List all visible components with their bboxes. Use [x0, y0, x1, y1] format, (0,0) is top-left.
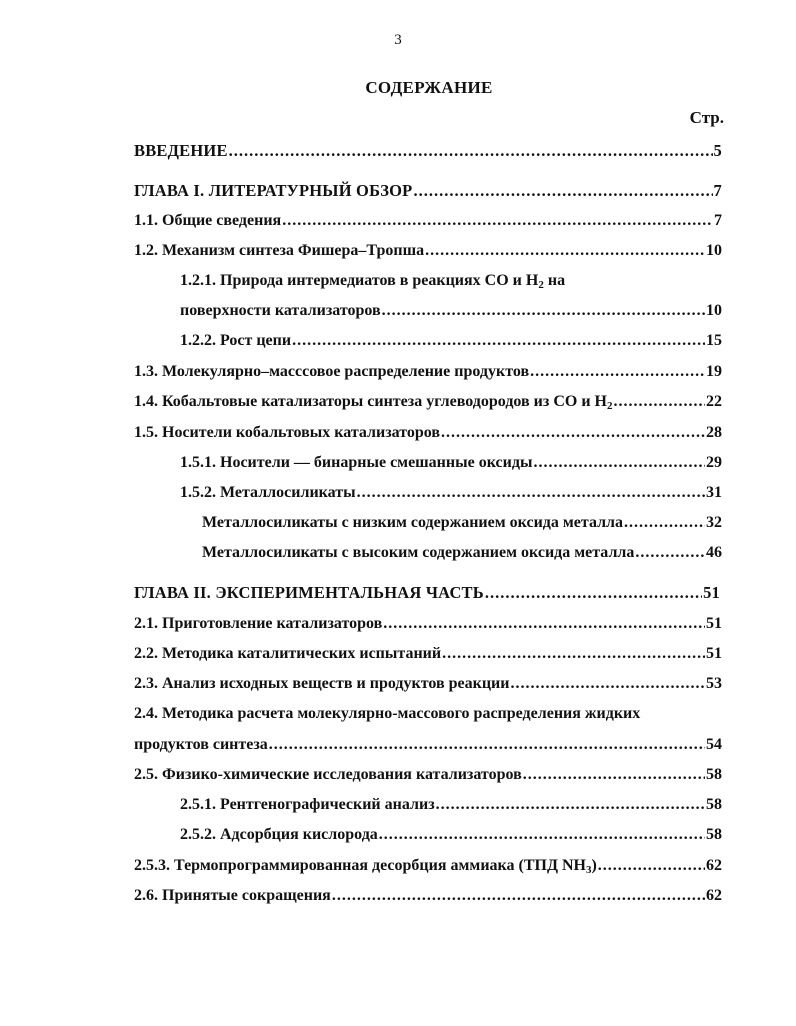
toc-entry-title: 1.2.2. Рост цепи [180, 332, 292, 349]
toc-entry-title-part: ) [591, 857, 597, 874]
toc-entry-page: 54 [706, 736, 722, 753]
toc-entry-page: 32 [706, 514, 722, 531]
toc-entry-title: 2.3. Анализ исходных веществ и продуктов реакции [134, 675, 510, 692]
toc-entry-title-part: на [543, 272, 566, 289]
toc-entry-1-2-1-line1[interactable] [180, 270, 565, 292]
toc-entry-title-part: 2.5.3. Термопрограммированная десорбция аммиака (ТПД NH [134, 857, 586, 874]
toc-entry-page: 51 [706, 615, 722, 632]
dot-leader [413, 180, 712, 202]
dot-leader [441, 422, 705, 444]
subscript: 2 [538, 279, 544, 291]
toc-entry-1-2-2[interactable] [180, 330, 722, 352]
toc-entry-1-1[interactable] [134, 210, 722, 232]
toc-title: СОДЕРЖАНИЕ [365, 78, 493, 97]
toc-entry-1-4[interactable] [134, 391, 722, 413]
toc-entry-page: 15 [706, 332, 722, 349]
toc-entry-2-4-line2[interactable] [134, 734, 722, 756]
toc-entry-page: 29 [706, 454, 722, 471]
dot-leader [523, 764, 705, 786]
page-column-label: Стр. [689, 108, 724, 127]
dot-leader [332, 885, 705, 907]
toc-entry-page: 10 [706, 242, 722, 259]
dot-leader [382, 300, 705, 322]
dot-leader [613, 391, 705, 413]
dot-leader [357, 482, 705, 504]
toc-entry-page: 28 [706, 424, 722, 441]
toc-entry-2-4-line1[interactable]: 2.4. Методика расчета молекулярно-массового распределения жидких [134, 705, 641, 722]
toc-entry-page: 31 [706, 484, 722, 501]
toc-entry-page: 58 [706, 766, 722, 783]
toc-entry-1-2[interactable] [134, 240, 722, 262]
toc-entry-page: 22 [706, 393, 722, 410]
toc-entry-chapter-2[interactable] [134, 582, 720, 604]
toc-entry-2-2[interactable] [134, 643, 722, 665]
toc-entry-1-5-1[interactable] [180, 452, 722, 474]
toc-entry-page: 7 [714, 212, 722, 229]
toc-entry-1-5[interactable] [134, 422, 722, 444]
toc-entry-page: 58 [706, 826, 722, 843]
page-number: 3 [394, 32, 402, 48]
toc-entry-title: 1.5.1. Носители — бинарные смешанные оксиды [180, 454, 533, 471]
toc-entry-page: 53 [706, 675, 722, 692]
dot-leader [379, 824, 705, 846]
toc-entry-2-5-2[interactable] [180, 824, 722, 846]
toc-entry-title: ВВЕДЕНИЕ [134, 141, 228, 160]
toc-entry-title: 2.6. Принятые сокращения [134, 887, 331, 904]
dot-leader [442, 643, 705, 665]
dot-leader [282, 210, 713, 232]
toc-entry-page: 62 [706, 857, 722, 874]
toc-entry-title [134, 391, 612, 413]
toc-entry-page: 19 [706, 363, 722, 380]
toc-entry-low-metal-oxide[interactable] [202, 512, 722, 534]
toc-entry-title-part: 1.4. Кобальтовые катализаторы синтеза углеводородов из CO и H [134, 393, 607, 410]
toc-entry-1-2-1-line2[interactable] [180, 300, 722, 322]
dot-leader [533, 452, 705, 474]
dot-leader [530, 361, 705, 383]
toc-entry-page: 7 [713, 181, 722, 200]
toc-entry-1-5-2[interactable] [180, 482, 722, 504]
dot-leader [624, 512, 705, 534]
toc-entry-page: 5 [713, 141, 722, 160]
dot-leader [485, 582, 702, 604]
toc-entry-title: поверхности катализаторов [180, 302, 381, 319]
toc-entry-2-5[interactable] [134, 764, 722, 786]
dot-leader [292, 330, 705, 352]
toc-entry-introduction[interactable] [134, 140, 722, 162]
dot-leader [269, 734, 705, 756]
toc-entry-title: 2.5.2. Адсорбция кислорода [180, 826, 378, 843]
toc-entry-2-5-3[interactable] [134, 855, 722, 877]
dot-leader [635, 542, 705, 564]
toc-entry-page: 46 [706, 544, 722, 561]
dot-leader [229, 140, 713, 162]
toc-entry-title: 2.5.1. Рентгенографический анализ [180, 796, 435, 813]
toc-entry-title: Металлосиликаты с высоким содержанием оксида металла [202, 544, 635, 561]
dot-leader [510, 673, 705, 695]
toc-entry-title: 1.3. Молекулярно–масссовое распределение продуктов [134, 363, 530, 380]
toc-entry-2-3[interactable] [134, 673, 722, 695]
dot-leader [383, 613, 705, 635]
toc-entry-title: 2.5. Физико-химические исследования катализаторов [134, 766, 522, 783]
toc-entry-chapter-1[interactable] [134, 180, 722, 202]
toc-entry-high-metal-oxide[interactable] [202, 542, 722, 564]
toc-entry-page: 62 [706, 887, 722, 904]
dot-leader [598, 855, 705, 877]
toc-entry-page: 10 [706, 302, 722, 319]
toc-entry-title: 1.5. Носители кобальтовых катализаторов [134, 424, 441, 441]
toc-entry-title: 1.5.2. Металлосиликаты [180, 484, 356, 501]
toc-entry-title: 1.2. Механизм синтеза Фишера–Тропша [134, 242, 425, 259]
subscript: 2 [606, 400, 613, 412]
toc-entry-page: 51 [706, 645, 722, 662]
toc-entry-title: ГЛАВА I. ЛИТЕРАТУРНЫЙ ОБЗОР [134, 181, 413, 200]
toc-entry-page: 58 [706, 796, 722, 813]
subscript: 3 [585, 864, 592, 876]
toc-entry-title: 1.1. Общие сведения [134, 212, 282, 229]
toc-entry-2-1[interactable] [134, 613, 722, 635]
toc-entry-title: 2.2. Методика каталитических испытаний [134, 645, 442, 662]
toc-entry-title: 2.1. Приготовление катализаторов [134, 615, 383, 632]
dot-leader [436, 794, 705, 816]
toc-entry-2-5-1[interactable] [180, 794, 722, 816]
dot-leader [425, 240, 705, 262]
toc-entry-1-3[interactable] [134, 361, 722, 383]
toc-entry-title: продуктов синтеза [134, 736, 268, 753]
toc-entry-title [134, 855, 597, 877]
toc-entry-title-part: 1.2.1. Природа интермедиатов в реакциях CO и H [180, 272, 539, 289]
toc-entry-title: ГЛАВА II. ЭКСПЕРИМЕНТАЛЬНАЯ ЧАСТЬ [134, 583, 484, 602]
toc-entry-2-6[interactable] [134, 885, 722, 907]
toc-entry-title: Металлосиликаты с низким содержанием оксида металла [202, 514, 624, 531]
toc-entry-page: 51 [703, 583, 720, 602]
